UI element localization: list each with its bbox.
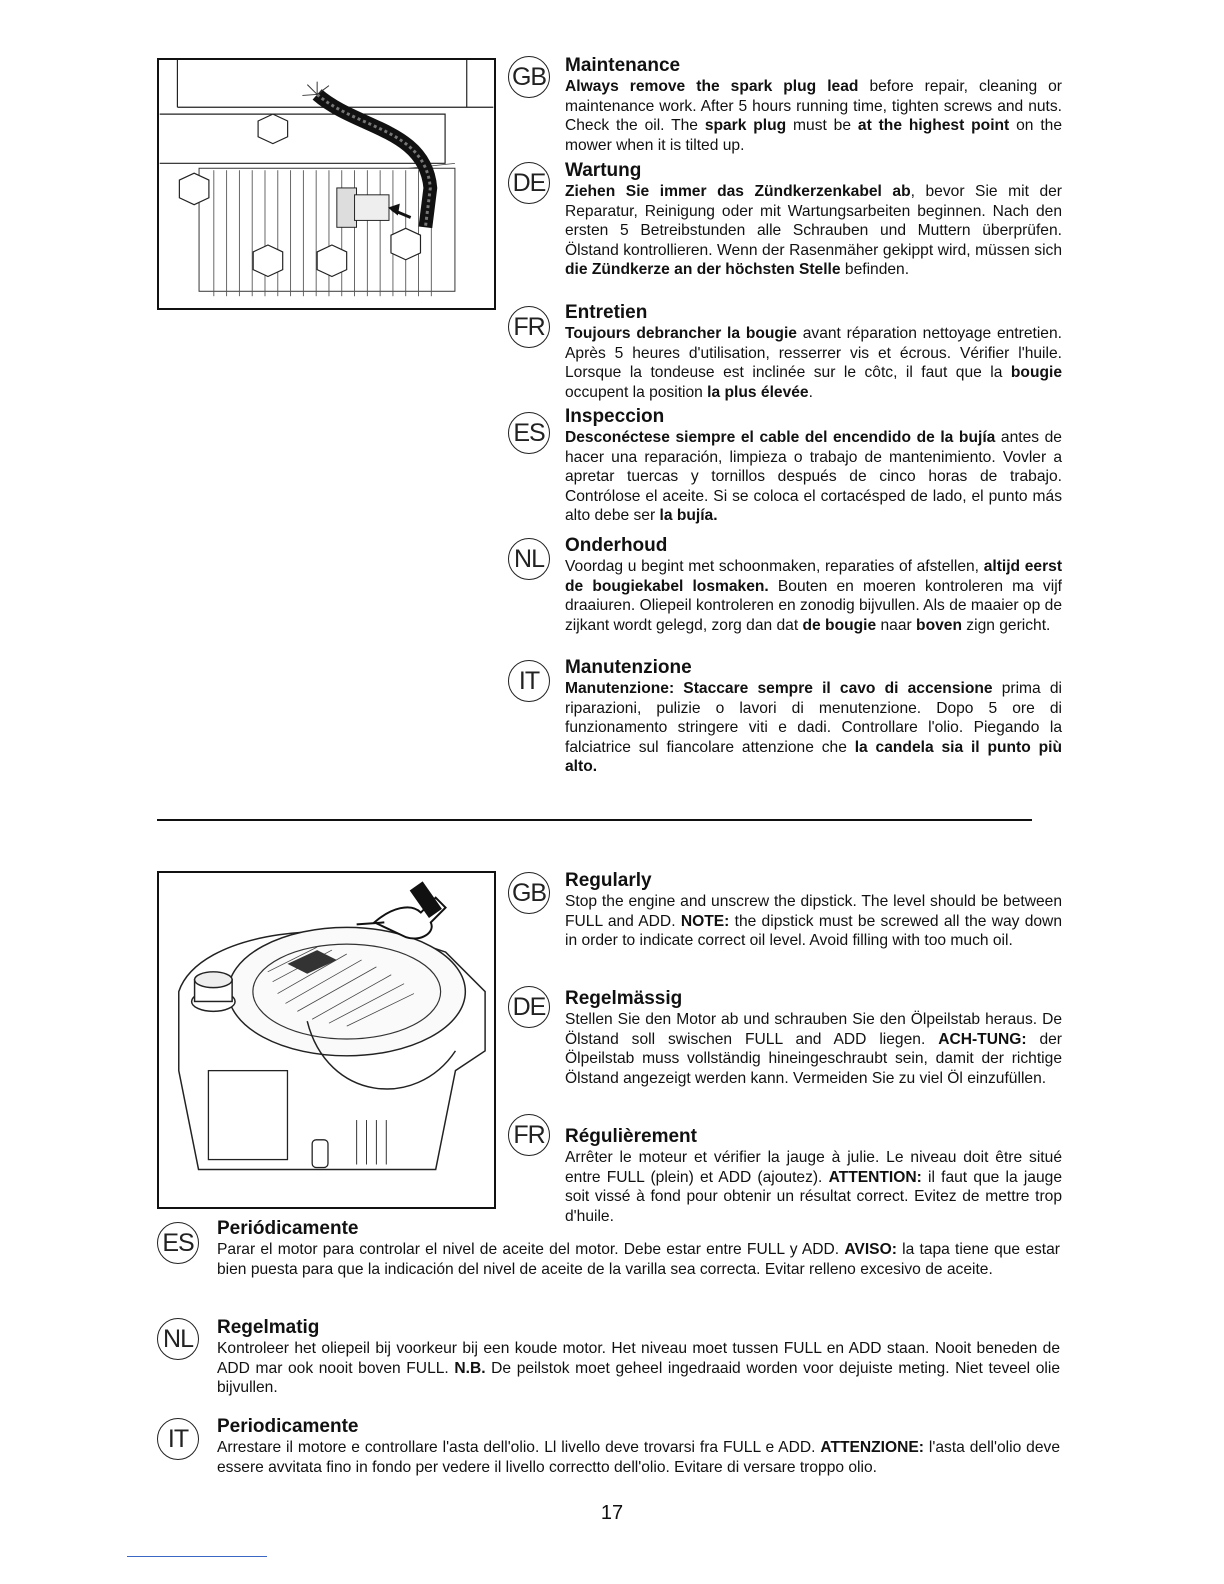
lang-badge-gb: GB	[508, 872, 550, 914]
bold-phrase: N.B.	[454, 1359, 486, 1377]
text-run: naar	[876, 616, 917, 634]
engine-drawing	[159, 873, 494, 1207]
section-title: Régulièrement	[565, 1126, 697, 1147]
section-title: Regularly	[565, 870, 652, 891]
text-run: der Ölpeilstab muss vollständig hineingeschraubt sein, damit der richtige Ölstand angezeigt werden kann. Vermeiden Sie zu viel Öl einzufüllen.	[565, 1030, 1063, 1087]
text-run: Arrestare il motore e controllare l'asta dell'olio. Ll livello deve trovarsi fra FULL e ADD.	[217, 1439, 821, 1456]
paragraph	[565, 428, 1062, 526]
section-title: Entretien	[565, 302, 648, 323]
text-run: .	[808, 383, 813, 401]
regularly-text-gb	[565, 870, 1062, 951]
text-run: Stop the engine and unscrew the dipstick. The level should be between FULL and ADD.	[565, 893, 1062, 930]
text-run: , bevor Sie mit der Reparatur, Reinigung oder mit Wartungsarbeiten beginnen. Nach den ersten 5 Betreibstunden alle Schrauben und Muttern überprüfen. Ölstand kontrollieren. Wenn der Rasenmäher gekippt wird, müssen sich	[565, 183, 1062, 259]
text-run: avant réparation nettoyage entretien. Après 5 heures d'utilisation, resserrer vis et écrous. Vérifier l'huile. Lorsque la tondeuse est inclinée sur le côtc, il faut que la	[565, 325, 1062, 382]
bold-phrase: boven	[916, 616, 962, 634]
maintenance-text-nl	[565, 535, 1062, 635]
lang-badge-fr: FR	[508, 306, 550, 348]
lang-badge-it: IT	[508, 660, 550, 702]
section-divider	[157, 819, 1032, 821]
text-run: prima di riparazioni, pulizie o lavori di menutenzione. Dopo 5 ore di funzionamento stringere viti e dadi. Controllare l'olio. Piegando la falciatrice sul fiancolare attenzione che	[565, 680, 1063, 756]
paragraph	[565, 77, 1062, 155]
section-title: Regelmatig	[217, 1317, 320, 1338]
text-run: must be	[786, 117, 858, 135]
section-title: Maintenance	[565, 55, 681, 76]
paragraph	[217, 1240, 1060, 1279]
paragraph	[565, 182, 1062, 280]
bold-phrase: bougie	[1010, 364, 1062, 382]
maintenance-text-it	[565, 657, 1062, 777]
bold-phrase: Ziehen Sie immer das Zündkerzenkabel ab	[565, 183, 911, 200]
text-run: the dipstick must be screwed all the way down in order to indicate correct oil level. Avoid filling with too much oil.	[565, 912, 1062, 950]
regularly-text-de	[565, 988, 1062, 1088]
section-title: Wartung	[565, 160, 642, 181]
text-run: on the mower when it is tilted up.	[565, 117, 1062, 154]
bold-phrase: ATTENZIONE:	[820, 1439, 925, 1456]
text-run: il faut que la jauge soit vissé à fond pour obtenir un résultat correct. Evitez de mettre trop d'huile.	[565, 1168, 1062, 1225]
footer-rule	[127, 1556, 267, 1557]
paragraph	[565, 1148, 1062, 1226]
text-run: Arrêter le moteur et vérifier la jauge à julie. Le niveau doit être situé entre FULL (plein) et ADD (ajoutez).	[565, 1149, 1062, 1186]
bold-phrase: la plus élevée	[707, 383, 809, 401]
text-run: occupent la position	[565, 383, 708, 401]
bold-phrase: la candela sia il punto più alto.	[565, 738, 1062, 776]
section-title: Inspeccion	[565, 406, 665, 427]
paragraph	[565, 324, 1062, 402]
lang-badge-es: ES	[157, 1222, 199, 1264]
text-run: zign gericht.	[961, 616, 1051, 634]
section-title: Periódicamente	[217, 1218, 359, 1239]
text-run: Parar el motor para controlar el nivel de aceite del motor. Debe estar entre FULL y ADD.	[217, 1241, 845, 1258]
lang-badge-nl: NL	[508, 538, 550, 580]
bold-phrase: at the highest point	[857, 117, 1010, 135]
engine-dipstick-illustration	[157, 871, 496, 1209]
bold-phrase: ACH-TUNG:	[938, 1030, 1027, 1048]
text-run: la tapa tiene que estar bien puesta para que la indicación del nivel de aceite de la varilla sea correcta. Evitar relleno excesivo de aceite.	[217, 1241, 1060, 1278]
lang-badge-de: DE	[508, 162, 550, 204]
bold-phrase: Manutenzione: Staccare sempre il cavo di accensione	[565, 680, 993, 697]
spark-plug-illustration	[157, 58, 496, 310]
maintenance-text-fr	[565, 302, 1062, 402]
bold-phrase: spark plug	[704, 117, 787, 135]
spark-plug-drawing	[159, 60, 494, 308]
lang-badge-gb: GB	[508, 56, 550, 98]
section-title: Regelmässig	[565, 988, 683, 1009]
lang-badge-de: DE	[508, 986, 550, 1028]
bold-phrase: de bougie	[802, 616, 877, 634]
lang-badge-it: IT	[157, 1418, 199, 1460]
maintenance-text-de	[565, 160, 1062, 280]
text-run: l'asta dell'olio deve essere avvitata fino in fondo per vedere il livello correctto dell'olio. Evitare di versare troppo olio.	[217, 1439, 1060, 1476]
paragraph	[565, 892, 1062, 951]
paragraph	[217, 1339, 1060, 1398]
section-title: Onderhoud	[565, 535, 668, 556]
bold-phrase: Always remove the spark plug lead	[565, 78, 859, 95]
section-title: Manutenzione	[565, 657, 692, 678]
text-run: before repair, cleaning or maintenance work. After 5 hours running time, tighten screws and nuts. Check the oil. The	[565, 78, 1062, 135]
bold-phrase: la bujía.	[659, 507, 718, 525]
text-run: befinden.	[840, 261, 910, 279]
paragraph	[565, 1010, 1062, 1088]
text-run: De peilstok moet geheel ingedraaid worden voor dejuiste meting. Niet teveel olie bijvullen.	[217, 1359, 1060, 1397]
paragraph	[565, 679, 1062, 777]
maintenance-text-es	[565, 406, 1062, 526]
text-run: Voordag u begint met schoonmaken, reparaties of afstellen,	[565, 558, 984, 575]
maintenance-text-gb	[565, 55, 1062, 155]
lang-badge-fr: FR	[508, 1114, 550, 1156]
page-number: 17	[600, 1502, 624, 1524]
regularly-text-fr	[565, 1126, 1062, 1226]
bold-phrase: NOTE:	[680, 912, 730, 930]
text-run: Kontroleer het oliepeil bij voorkeur bij een koude motor. Het niveau moet tussen FULL en ADD staan. Nooit beneden de ADD mar ook nooit boven FULL.	[217, 1340, 1060, 1377]
lang-badge-es: ES	[508, 412, 550, 454]
regularly-text-nl	[217, 1317, 1060, 1398]
regularly-text-it	[217, 1416, 1060, 1477]
bold-phrase: Toujours debrancher la bougie	[565, 325, 797, 342]
bold-phrase: AVISO:	[844, 1241, 897, 1258]
lang-badge-nl: NL	[157, 1318, 199, 1360]
bold-phrase: ATTENTION:	[828, 1168, 922, 1186]
paragraph	[565, 557, 1062, 635]
bold-phrase: Desconéctese siempre el cable del encendido de la bujía	[565, 429, 996, 446]
bold-phrase: altijd eerst de bougiekabel losmaken.	[565, 558, 1063, 595]
section-title: Periodicamente	[217, 1416, 359, 1437]
bold-phrase: die Zündkerze an der höchsten Stelle	[565, 261, 841, 279]
paragraph	[217, 1438, 1060, 1477]
text-run: Bouten en moeren kontroleren ma vijf draaiuren. Oliepeil kontroleren en zonodig bijvullen. Als de maaier op de zijkant wordt gelegd, zorg dan dat	[565, 577, 1062, 634]
text-run: Stellen Sie den Motor ab und schrauben Sie den Ölpeilstab heraus. De Ölstand soll swischen FULL and ADD liegen.	[565, 1011, 1062, 1048]
regularly-text-es	[217, 1218, 1060, 1279]
text-run: antes de hacer una reparación, limpieza o trabajo de mantenimiento. Vovler a apretar tuercas y tornillos después de cinco horas de trabajo. Contrólose el aceite. Si se coloca el cortacésped de lado, el punto más alto debe ser	[565, 429, 1062, 525]
